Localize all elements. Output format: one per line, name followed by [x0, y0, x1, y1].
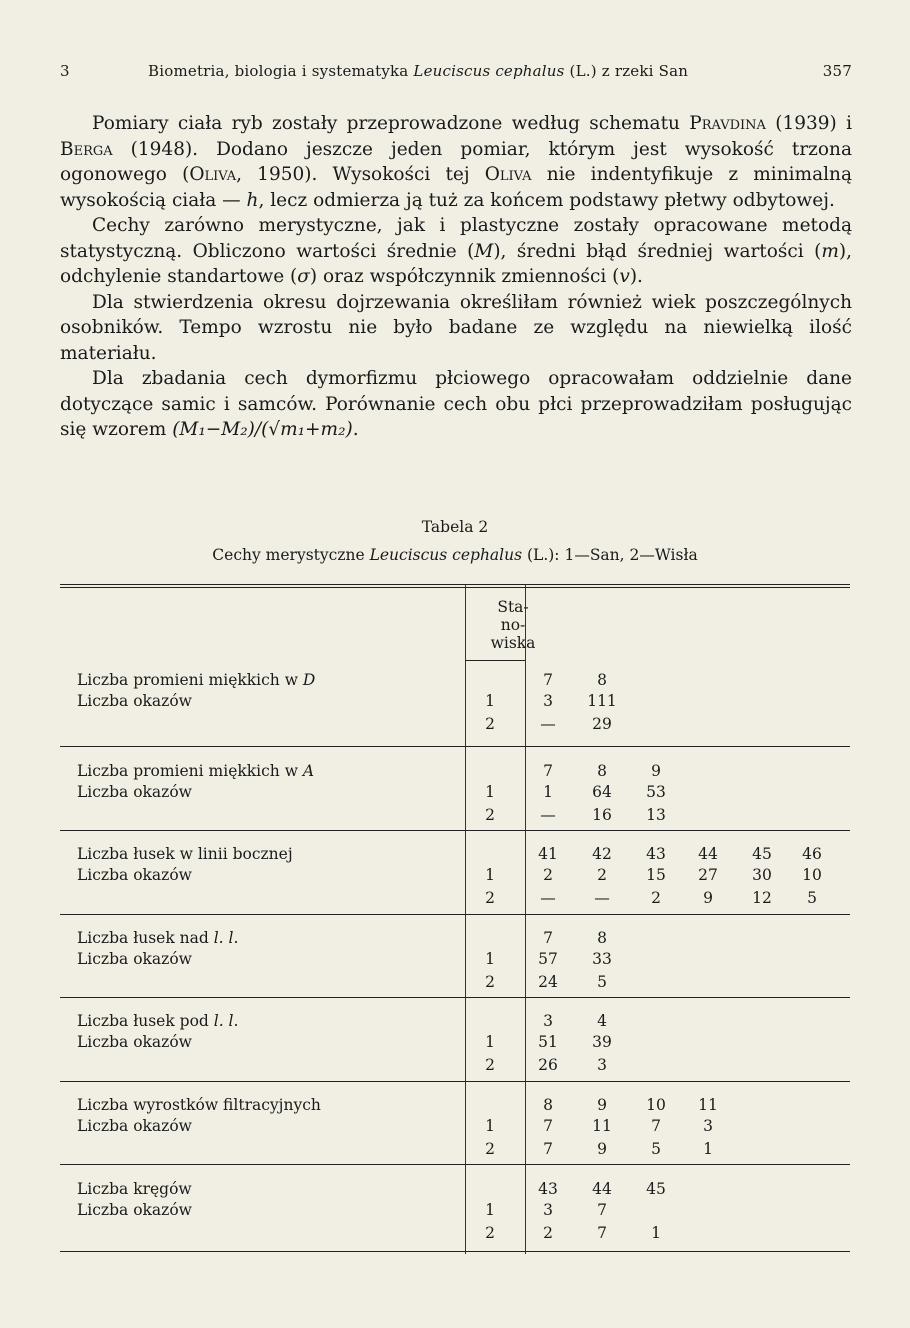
table-rule: [465, 660, 525, 661]
station-id: 1: [485, 950, 495, 968]
feature-text: Liczba łusek pod: [77, 1012, 214, 1030]
count-cell: —: [594, 889, 610, 907]
feature-text: Liczba łusek w linii bocznej: [77, 845, 293, 863]
count-cell: 33: [592, 950, 612, 968]
running-title: Biometria, biologia i systematyka Leuciscus cephalus (L.) z rzeki San: [148, 62, 689, 80]
count-cell: 64: [592, 783, 612, 801]
class-value: 7: [543, 762, 553, 780]
station-id: 2: [485, 806, 495, 824]
count-cell: 7: [597, 1201, 607, 1219]
count-cell: 5: [651, 1140, 661, 1158]
count-cell: 7: [597, 1224, 607, 1242]
class-value: 8: [597, 929, 607, 947]
station-id: 1: [485, 1033, 495, 1051]
station-id: 1: [485, 692, 495, 710]
class-value: 45: [752, 845, 772, 863]
table-label: Tabela 2: [421, 518, 489, 536]
count-cell: 3: [703, 1117, 713, 1135]
count-cell: 27: [698, 866, 718, 884]
count-cell: 3: [543, 1201, 553, 1219]
class-value: 42: [592, 845, 612, 863]
count-cell: 5: [807, 889, 817, 907]
table-rule: [60, 584, 850, 585]
count-cell: 5: [597, 973, 607, 991]
station-id: 2: [485, 1224, 495, 1242]
feature-label: [77, 845, 293, 863]
section-rule: [60, 1164, 850, 1165]
station-id: 1: [485, 1201, 495, 1219]
feature-label: [77, 762, 314, 780]
count-cell: 57: [538, 950, 558, 968]
count-cell: 12: [752, 889, 772, 907]
count-cell: 7: [651, 1117, 661, 1135]
feature-label: [77, 1180, 192, 1198]
station-id: 1: [485, 1117, 495, 1135]
station-id: 2: [485, 1056, 495, 1074]
count-cell: 13: [646, 806, 666, 824]
column-rule: [465, 584, 466, 1254]
count-label: Liczba okazów: [77, 866, 192, 884]
station-id: 1: [485, 866, 495, 884]
data-table: [60, 584, 850, 1254]
table-rule: [60, 587, 850, 588]
count-cell: —: [540, 889, 556, 907]
class-value: 9: [597, 1096, 607, 1114]
class-value: 41: [538, 845, 558, 863]
class-value: 44: [592, 1180, 612, 1198]
count-label: Liczba okazów: [77, 1033, 192, 1051]
class-value: 4: [597, 1012, 607, 1030]
count-cell: 9: [703, 889, 713, 907]
count-cell: 15: [646, 866, 666, 884]
count-cell: 1: [543, 783, 553, 801]
station-id: 2: [485, 889, 495, 907]
class-value: 10: [646, 1096, 666, 1114]
count-cell: 3: [597, 1056, 607, 1074]
count-cell: 30: [752, 866, 772, 884]
count-label: Liczba okazów: [77, 1201, 192, 1219]
section-rule: [60, 914, 850, 915]
count-cell: —: [540, 715, 556, 733]
feature-label: [77, 671, 315, 689]
count-cell: 26: [538, 1056, 558, 1074]
class-value: 43: [646, 845, 666, 863]
class-value: 8: [597, 762, 607, 780]
count-label: Liczba okazów: [77, 1117, 192, 1135]
paragraph: Dla stwierdzenia okresu dojrzewania określiłam również wiek poszczególnych osobników. Tempo wzrostu nie było badane ze względu na niewielką ilość materiału.: [60, 291, 852, 364]
feature-text: Liczba promieni miękkich w: [77, 762, 303, 780]
count-cell: 1: [703, 1140, 713, 1158]
class-value: 7: [543, 671, 553, 689]
body-text: [60, 111, 852, 443]
count-cell: 2: [597, 866, 607, 884]
count-cell: 10: [802, 866, 822, 884]
section-rule: [60, 997, 850, 998]
feature-italic: A: [302, 762, 315, 780]
count-cell: 9: [597, 1140, 607, 1158]
count-cell: 16: [592, 806, 612, 824]
class-value: 8: [597, 671, 607, 689]
page-number: 357: [822, 62, 852, 80]
class-value: 11: [698, 1096, 718, 1114]
formula: (M₁−M₂)/(√m₁+m₂): [172, 419, 353, 440]
count-cell: 24: [538, 973, 558, 991]
table-rule: [60, 1251, 850, 1252]
feature-text: Liczba kręgów: [77, 1180, 192, 1198]
count-label: Liczba okazów: [77, 950, 192, 968]
feature-text: Liczba promieni miękkich w: [77, 671, 303, 689]
count-cell: —: [540, 806, 556, 824]
class-value: 44: [698, 845, 718, 863]
section-rule: [60, 830, 850, 831]
feature-label: [77, 1096, 321, 1114]
feature-italic: l. l.: [213, 1012, 239, 1030]
count-cell: 29: [592, 715, 612, 733]
class-value: 3: [543, 1012, 553, 1030]
count-cell: 39: [592, 1033, 612, 1051]
column-rule: [525, 584, 526, 1254]
count-cell: 2: [543, 866, 553, 884]
count-cell: 1: [651, 1224, 661, 1242]
station-id: 2: [485, 973, 495, 991]
count-label: Liczba okazów: [77, 692, 192, 710]
station-id: 2: [485, 1140, 495, 1158]
count-cell: 7: [543, 1140, 553, 1158]
paragraph: Cechy zarówno merystyczne, jak i plastyczne zostały opracowane metodą statystyczną. Obliczono wartości średnie (M), średni błąd średniej wartości (m), odchylenie standartowe (σ) oraz współczynnik zmienności (v).: [60, 215, 852, 287]
class-value: 46: [802, 845, 822, 863]
count-cell: 7: [543, 1117, 553, 1135]
paragraph: Dla zbadania cech dymorfizmu płciowego opracowałam oddzielnie dane dotyczące samic i samców. Porównanie cech obu płci przeprowadziłam posługując się wzorem (M₁−M₂)/(√m₁+m₂).: [60, 368, 852, 440]
class-value: 8: [543, 1096, 553, 1114]
feature-label: [77, 929, 238, 947]
count-cell: 53: [646, 783, 666, 801]
count-cell: 3: [543, 692, 553, 710]
count-cell: 51: [538, 1033, 558, 1051]
feature-text: Liczba wyrostków filtracyjnych: [77, 1096, 321, 1114]
class-value: 7: [543, 929, 553, 947]
section-rule: [60, 746, 850, 747]
class-value: 43: [538, 1180, 558, 1198]
feature-label: [77, 1012, 238, 1030]
station-id: 1: [485, 783, 495, 801]
count-cell: 2: [651, 889, 661, 907]
table-caption: Cechy merystyczne Leuciscus cephalus (L.): 1—San, 2—Wisła: [212, 546, 698, 564]
count-cell: 111: [587, 692, 617, 710]
feature-italic: l. l.: [213, 929, 239, 947]
feature-italic: D: [302, 671, 316, 689]
section-rule: [60, 1081, 850, 1082]
class-value: 9: [651, 762, 661, 780]
paragraph: Pomiary ciała ryb zostały przeprowadzone według schematu Pravdina (1939) i Berga (1948). Dodano jeszcze jeden pomiar, którym jest wysokość trzona ogonowego (Oliva, 1950). Wysokości tej Oliva nie indentyfikuje z minimalną wysokością ciała — h, lecz odmierza ją tuż za końcem podstawy płetwy odbytowej.: [60, 113, 852, 211]
station-header: Sta- no- wiska: [490, 598, 536, 652]
running-header: [60, 62, 852, 84]
class-value: 45: [646, 1180, 666, 1198]
count-cell: 11: [592, 1117, 612, 1135]
section-number: 3: [60, 62, 70, 80]
station-id: 2: [485, 715, 495, 733]
count-label: Liczba okazów: [77, 783, 192, 801]
count-cell: 2: [543, 1224, 553, 1242]
feature-text: Liczba łusek nad: [77, 929, 214, 947]
